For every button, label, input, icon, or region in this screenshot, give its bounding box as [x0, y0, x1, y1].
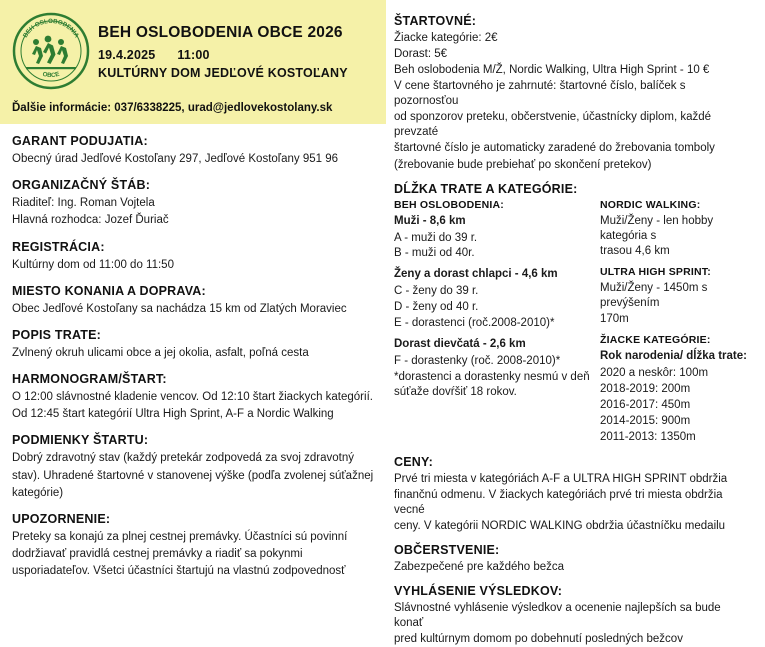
- section-line: Dorast: 5€: [394, 48, 448, 61]
- section-line: (žrebovanie bude prebiehať po skončení pretekov): [394, 158, 652, 171]
- section-line: kategórie): [12, 486, 64, 499]
- section-line: Hlavná rozhodca: Jozef Ďuriač: [12, 214, 169, 227]
- section-line: V cene štartovného je zahrnuté: štartovné číslo, balíček s pozornosťou: [394, 80, 686, 108]
- event-datetime: [98, 48, 378, 62]
- category-footnote: *dorastenci a dorastenky nesmú v deň súťaže dovŕšiť 18 rokov.: [394, 371, 590, 398]
- section-heading: POPIS TRATE:: [12, 327, 101, 342]
- categories-columns: [394, 199, 753, 446]
- left-sections: [0, 124, 386, 579]
- event-venue: KULTÚRNY DOM JEDĽOVÉ KOSTOĽANY: [98, 65, 348, 80]
- svg-text:BEH OSLOBODENIA: BEH OSLOBODENIA: [21, 17, 81, 40]
- section-line: Kultúrny dom od 11:00 do 11:50: [12, 258, 174, 271]
- section-line: od sponzorov preteku, občerstvenie, účastnícky diplom, každé prevzaté: [394, 111, 712, 139]
- header-banner: [0, 0, 386, 124]
- section-popis-trate: [12, 328, 376, 361]
- category-title: Rok narodenia/ dĺžka trate:: [600, 350, 747, 363]
- category-item: E - dorastenci (roč.2008-2010)*: [394, 317, 555, 330]
- runners-logo-icon: [12, 12, 90, 90]
- section-heading: OBČERSTVENIE:: [394, 543, 500, 558]
- category-item: 2016-2017: 450m: [600, 399, 691, 411]
- section-line: Žiacke kategórie: 2€: [394, 32, 498, 44]
- category-item: 2018-2019: 200m: [600, 383, 691, 396]
- category-item: 2020 a neskôr: 100m: [600, 367, 709, 380]
- banner-text: [98, 24, 378, 80]
- section-dlzka-trate: [394, 182, 753, 446]
- section-line: usporiadateľov. Všetci účastníci štartujú na vlastnú zodpovednosť: [12, 565, 346, 578]
- category-item: trasou 4,6 km: [600, 245, 670, 258]
- section-heading: ORGANIZAČNÝ ŠTÁB:: [12, 178, 151, 193]
- contact-phone: 037/6338225,: [114, 102, 185, 114]
- event-date: 19.4.2025: [98, 47, 156, 62]
- section-heading: ŠTARTOVNÉ:: [394, 14, 477, 28]
- section-line: Preteky sa konajú za plnej cestnej premávky. Účastníci sú povinní: [12, 530, 348, 543]
- section-line: Beh oslobodenia M/Ž, Nordic Walking, Ultra High Sprint - 10 €: [394, 64, 710, 77]
- subsection-heading: ŽIACKE KATEGÓRIE:: [600, 334, 711, 347]
- section-line: stav). Uhradené štartovné v stanovenej výške (podľa zvolenej súťažnej: [12, 469, 374, 482]
- section-line: Zvlnený okruh ulicami obce a jej okolia, asfalt, poľná cesta: [12, 346, 309, 359]
- section-line: Dobrý zdravotný stav (každý pretekár zodpovedá za svoj zdravotný: [12, 452, 354, 465]
- section-ceny: [394, 455, 753, 534]
- section-line: Obec Jedľové Kostoľany sa nachádza 15 km od Zlatých Moraviec: [12, 302, 347, 315]
- section-podmienky-startu: [12, 433, 376, 501]
- section-heading: UPOZORNENIE:: [12, 511, 111, 526]
- section-line: Od 12:45 štart kategórií Ultra High Sprint, A-F a Nordic Walking: [12, 408, 334, 421]
- category-item: 2014-2015: 900m: [600, 414, 691, 427]
- section-heading: MIESTO KONANIA A DOPRAVA:: [12, 283, 206, 298]
- section-line: pred kultúrnym domom po dobehnutí posledných bežcov: [394, 633, 683, 646]
- section-line: Prvé tri miesta v kategóriách A-F a ULTRA HIGH SPRINT obdržia: [394, 472, 728, 485]
- section-line: Zabezpečené pre každého bežca: [394, 561, 565, 574]
- section-upozornenie: [12, 512, 376, 580]
- category-item: Muži/Ženy - len hobby kategória s: [600, 214, 714, 242]
- section-obcerstvenie: [394, 543, 753, 575]
- section-heading: REGISTRÁCIA:: [12, 239, 105, 254]
- category-item: Muži/Ženy - 1450m s prevýšením: [600, 282, 708, 310]
- section-harmonogram: [12, 372, 376, 422]
- category-title: Muži - 8,6 km: [394, 214, 466, 227]
- section-line: Riaditeľ: Ing. Roman Vojtela: [12, 197, 155, 210]
- category-col-other: [600, 199, 753, 446]
- section-line: O 12:00 slávnostné kladenie vencov. Od 12:10 štart žiackych kategórií.: [12, 391, 373, 404]
- section-heading: HARMONOGRAM/ŠTART:: [12, 372, 167, 387]
- contact-label: Ďalšie informácie:: [12, 102, 112, 114]
- section-line: finančnú odmenu. V žiackych kategóriách prvé tri miesta obdržia vecné: [394, 488, 723, 516]
- svg-text:OBCE: OBCE: [41, 70, 61, 80]
- event-logo: [12, 12, 90, 90]
- section-garant: [12, 134, 376, 167]
- category-item: F - dorastenky (roč. 2008-2010)*: [394, 355, 561, 368]
- section-startovne: [394, 14, 753, 173]
- subsection-heading: ULTRA HIGH SPRINT:: [600, 266, 711, 279]
- section-heading: PODMIENKY ŠTARTU:: [12, 433, 149, 448]
- category-title: Dorast dievčatá - 2,6 km: [394, 338, 526, 351]
- section-line: štartovné číslo je automaticky zaradené do žrebovania tomboly: [394, 142, 715, 155]
- left-column: [0, 0, 386, 578]
- section-line: ceny. V kategórii NORDIC WALKING obdržia účastníčku medailu: [394, 520, 726, 532]
- category-item: B - muži od 40r.: [394, 247, 475, 260]
- section-miesto-konania: [12, 284, 376, 317]
- section-registracia: [12, 240, 376, 273]
- event-time: 11:00: [177, 47, 210, 62]
- category-item: D - ženy od 40 r.: [394, 301, 479, 314]
- section-heading: GARANT PODUJATIA:: [12, 134, 148, 148]
- category-col-beh-oslobodenia: [394, 199, 590, 446]
- category-item: 170m: [600, 313, 629, 326]
- subsection-heading: NORDIC WALKING:: [600, 198, 701, 211]
- section-line: Slávnostné vyhlásenie výsledkov a ocenenie najlepších sa bude konať: [394, 602, 721, 630]
- category-item: A - muži do 39 r.: [394, 231, 478, 244]
- section-heading: VYHLÁSENIE VÝSLEDKOV:: [394, 584, 563, 599]
- subsection-heading: BEH OSLOBODENIA:: [394, 198, 504, 211]
- event-title: BEH OSLOBODENIA OBCE 2026: [98, 24, 343, 41]
- section-heading: CENY:: [394, 454, 433, 469]
- category-title: Ženy a dorast chlapci - 4,6 km: [394, 268, 558, 281]
- section-line: dodržiavať pravidlá cestnej premávky a riadiť sa pokynmi: [12, 548, 303, 561]
- contact-line: [12, 102, 332, 114]
- category-item: C - ženy do 39 r.: [394, 285, 479, 298]
- section-organizacny-stab: [12, 178, 376, 228]
- right-column: [386, 0, 765, 646]
- category-item: 2011-2013: 1350m: [600, 430, 696, 443]
- section-line: Obecný úrad Jedľové Kostoľany 297, Jedľové Kostoľany 951 96: [12, 153, 339, 165]
- section-vyhlasenie-vysledkov: [394, 584, 753, 647]
- section-heading: DĹŽKA TRATE A KATEGÓRIE:: [394, 181, 578, 196]
- contact-email-link[interactable]: urad@jedlovekostolany.sk: [187, 102, 333, 114]
